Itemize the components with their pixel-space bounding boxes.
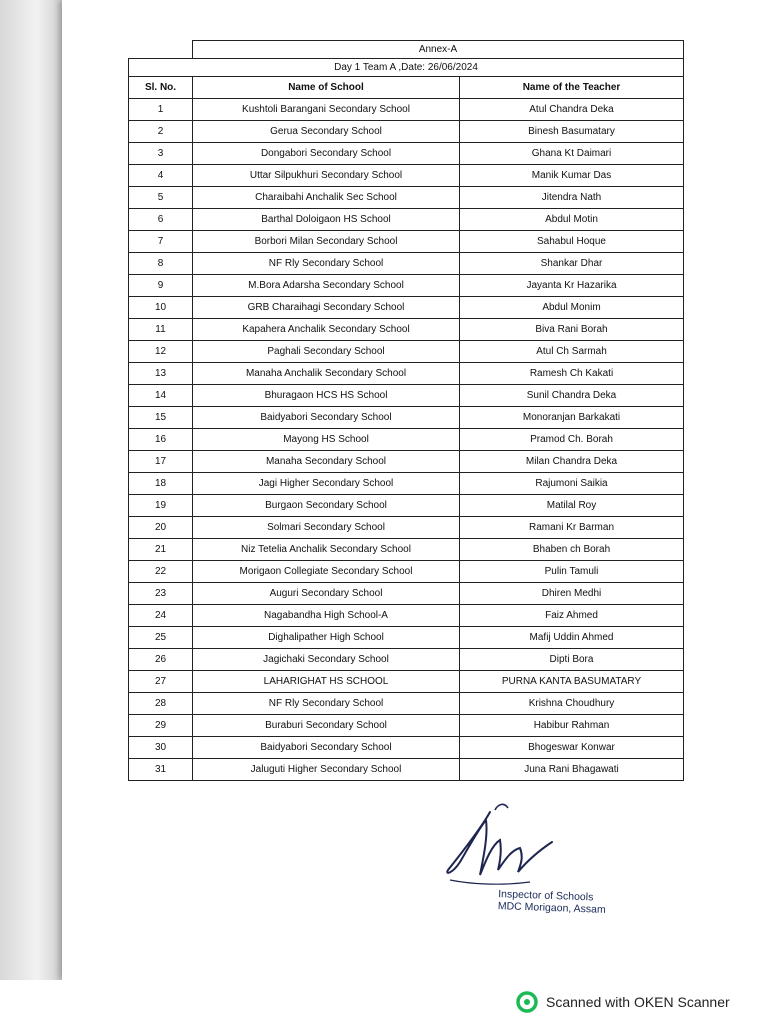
cell-sl-no: 12: [129, 341, 193, 363]
cell-school-name: Buraburi Secondary School: [193, 715, 460, 737]
cell-sl-no: 5: [129, 187, 193, 209]
cell-teacher-name: Shankar Dhar: [460, 253, 684, 275]
cell-teacher-name: Atul Ch Sarmah: [460, 341, 684, 363]
cell-sl-no: 3: [129, 143, 193, 165]
cell-school-name: Bhuragaon HCS HS School: [193, 385, 460, 407]
cell-school-name: Morigaon Collegiate Secondary School: [193, 561, 460, 583]
cell-school-name: M.Bora Adarsha Secondary School: [193, 275, 460, 297]
table-row: [129, 99, 684, 121]
table-row: [129, 649, 684, 671]
cell-school-name: Kushtoli Barangani Secondary School: [193, 99, 460, 121]
cell-school-name: Barthal Doloigaon HS School: [193, 209, 460, 231]
table-row: [129, 165, 684, 187]
annex-title-row: [129, 41, 684, 59]
cell-school-name: Solmari Secondary School: [193, 517, 460, 539]
cell-teacher-name: Ramani Kr Barman: [460, 517, 684, 539]
cell-sl-no: 8: [129, 253, 193, 275]
cell-sl-no: 14: [129, 385, 193, 407]
cell-school-name: Baidyabori Secondary School: [193, 407, 460, 429]
cell-sl-no: 19: [129, 495, 193, 517]
signature-mark: [440, 800, 620, 900]
cell-school-name: Jagichaki Secondary School: [193, 649, 460, 671]
cell-school-name: Kapahera Anchalik Secondary School: [193, 319, 460, 341]
cell-school-name: Nagabandha High School-A: [193, 605, 460, 627]
cell-sl-no: 1: [129, 99, 193, 121]
cell-school-name: Mayong HS School: [193, 429, 460, 451]
table-row: [129, 385, 684, 407]
cell-sl-no: 22: [129, 561, 193, 583]
cell-teacher-name: Sahabul Hoque: [460, 231, 684, 253]
table-row: [129, 187, 684, 209]
column-header-school: Name of School: [193, 77, 460, 99]
cell-sl-no: 15: [129, 407, 193, 429]
cell-teacher-name: Manik Kumar Das: [460, 165, 684, 187]
cell-teacher-name: Juna Rani Bhagawati: [460, 759, 684, 781]
cell-teacher-name: Jitendra Nath: [460, 187, 684, 209]
cell-teacher-name: Monoranjan Barkakati: [460, 407, 684, 429]
scanner-text: Scanned with OKEN Scanner: [546, 994, 730, 1010]
subtitle-row: [129, 59, 684, 77]
cell-teacher-name: Dipti Bora: [460, 649, 684, 671]
cell-sl-no: 25: [129, 627, 193, 649]
cell-school-name: Dighalipather High School: [193, 627, 460, 649]
cell-teacher-name: Mafij Uddin Ahmed: [460, 627, 684, 649]
signature-office: MDC Morigaon, Assam: [497, 900, 606, 916]
cell-teacher-name: Rajumoni Saikia: [460, 473, 684, 495]
cell-sl-no: 17: [129, 451, 193, 473]
cell-sl-no: 13: [129, 363, 193, 385]
cell-teacher-name: Dhiren Medhi: [460, 583, 684, 605]
table-row: [129, 319, 684, 341]
table-row: [129, 561, 684, 583]
table-row: [129, 473, 684, 495]
cell-school-name: Uttar Silpukhuri Secondary School: [193, 165, 460, 187]
cell-teacher-name: Pramod Ch. Borah: [460, 429, 684, 451]
cell-sl-no: 4: [129, 165, 193, 187]
table-row: [129, 275, 684, 297]
table-row: [129, 341, 684, 363]
cell-sl-no: 21: [129, 539, 193, 561]
cell-sl-no: 20: [129, 517, 193, 539]
table-row: [129, 737, 684, 759]
cell-sl-no: 26: [129, 649, 193, 671]
annex-subtitle: Day 1 Team A ,Date: 26/06/2024: [129, 59, 684, 77]
cell-school-name: Manaha Secondary School: [193, 451, 460, 473]
cell-teacher-name: Sunil Chandra Deka: [460, 385, 684, 407]
cell-school-name: NF Rly Secondary School: [193, 253, 460, 275]
cell-sl-no: 31: [129, 759, 193, 781]
table-row: [129, 209, 684, 231]
cell-school-name: Niz Tetelia Anchalik Secondary School: [193, 539, 460, 561]
cell-teacher-name: Matilal Roy: [460, 495, 684, 517]
annex-table: [128, 40, 684, 781]
table-row: [129, 583, 684, 605]
cell-school-name: Borbori Milan Secondary School: [193, 231, 460, 253]
table-row: [129, 297, 684, 319]
table-header-row: [129, 77, 684, 99]
cell-teacher-name: Jayanta Kr Hazarika: [460, 275, 684, 297]
cell-school-name: LAHARIGHAT HS SCHOOL: [193, 671, 460, 693]
cell-sl-no: 23: [129, 583, 193, 605]
table-row: [129, 517, 684, 539]
cell-teacher-name: Milan Chandra Deka: [460, 451, 684, 473]
cell-teacher-name: PURNA KANTA BASUMATARY: [460, 671, 684, 693]
cell-sl-no: 2: [129, 121, 193, 143]
table-row: [129, 495, 684, 517]
cell-school-name: Burgaon Secondary School: [193, 495, 460, 517]
table-row: [129, 143, 684, 165]
cell-teacher-name: Bhogeswar Konwar: [460, 737, 684, 759]
oken-scanner-logo-icon: [516, 991, 538, 1013]
table-row: [129, 429, 684, 451]
cell-sl-no: 30: [129, 737, 193, 759]
column-header-teacher: Name of the Teacher: [460, 77, 684, 99]
table-row: [129, 539, 684, 561]
table-row: [129, 253, 684, 275]
cell-teacher-name: Abdul Motin: [460, 209, 684, 231]
cell-school-name: NF Rly Secondary School: [193, 693, 460, 715]
cell-sl-no: 18: [129, 473, 193, 495]
scan-left-strip: [0, 0, 62, 980]
cell-sl-no: 6: [129, 209, 193, 231]
cell-teacher-name: Binesh Basumatary: [460, 121, 684, 143]
cell-school-name: Dongabori Secondary School: [193, 143, 460, 165]
cell-school-name: Manaha Anchalik Secondary School: [193, 363, 460, 385]
cell-sl-no: 11: [129, 319, 193, 341]
cell-teacher-name: Atul Chandra Deka: [460, 99, 684, 121]
cell-teacher-name: Biva Rani Borah: [460, 319, 684, 341]
cell-sl-no: 10: [129, 297, 193, 319]
cell-teacher-name: Ramesh Ch Kakati: [460, 363, 684, 385]
table-row: [129, 627, 684, 649]
annex-title: Annex-A: [193, 41, 684, 59]
cell-sl-no: 29: [129, 715, 193, 737]
cell-teacher-name: Abdul Monim: [460, 297, 684, 319]
cell-school-name: Gerua Secondary School: [193, 121, 460, 143]
table-row: [129, 605, 684, 627]
cell-sl-no: 27: [129, 671, 193, 693]
table-row: [129, 121, 684, 143]
signature-caption: [498, 888, 607, 916]
cell-school-name: GRB Charaihagi Secondary School: [193, 297, 460, 319]
cell-sl-no: 16: [129, 429, 193, 451]
table-row: [129, 407, 684, 429]
cell-school-name: Jagi Higher Secondary School: [193, 473, 460, 495]
cell-school-name: Baidyabori Secondary School: [193, 737, 460, 759]
cell-school-name: Jaluguti Higher Secondary School: [193, 759, 460, 781]
cell-school-name: Charaibahi Anchalik Sec School: [193, 187, 460, 209]
table-row: [129, 671, 684, 693]
signature-title: Inspector of Schools: [498, 888, 594, 904]
cell-sl-no: 24: [129, 605, 193, 627]
cell-teacher-name: Krishna Choudhury: [460, 693, 684, 715]
cell-sl-no: 7: [129, 231, 193, 253]
table-row: [129, 451, 684, 473]
column-header-sl-no: Sl. No.: [129, 77, 193, 99]
cell-school-name: Auguri Secondary School: [193, 583, 460, 605]
cell-teacher-name: Habibur Rahman: [460, 715, 684, 737]
cell-sl-no: 9: [129, 275, 193, 297]
cell-sl-no: 28: [129, 693, 193, 715]
scanner-watermark: [516, 991, 730, 1013]
cell-teacher-name: Pulin Tamuli: [460, 561, 684, 583]
table-row: [129, 715, 684, 737]
table-row: [129, 693, 684, 715]
cell-school-name: Paghali Secondary School: [193, 341, 460, 363]
table-row: [129, 363, 684, 385]
table-row: [129, 759, 684, 781]
cell-teacher-name: Ghana Kt Daimari: [460, 143, 684, 165]
table-row: [129, 231, 684, 253]
cell-teacher-name: Bhaben ch Borah: [460, 539, 684, 561]
cell-teacher-name: Faiz Ahmed: [460, 605, 684, 627]
